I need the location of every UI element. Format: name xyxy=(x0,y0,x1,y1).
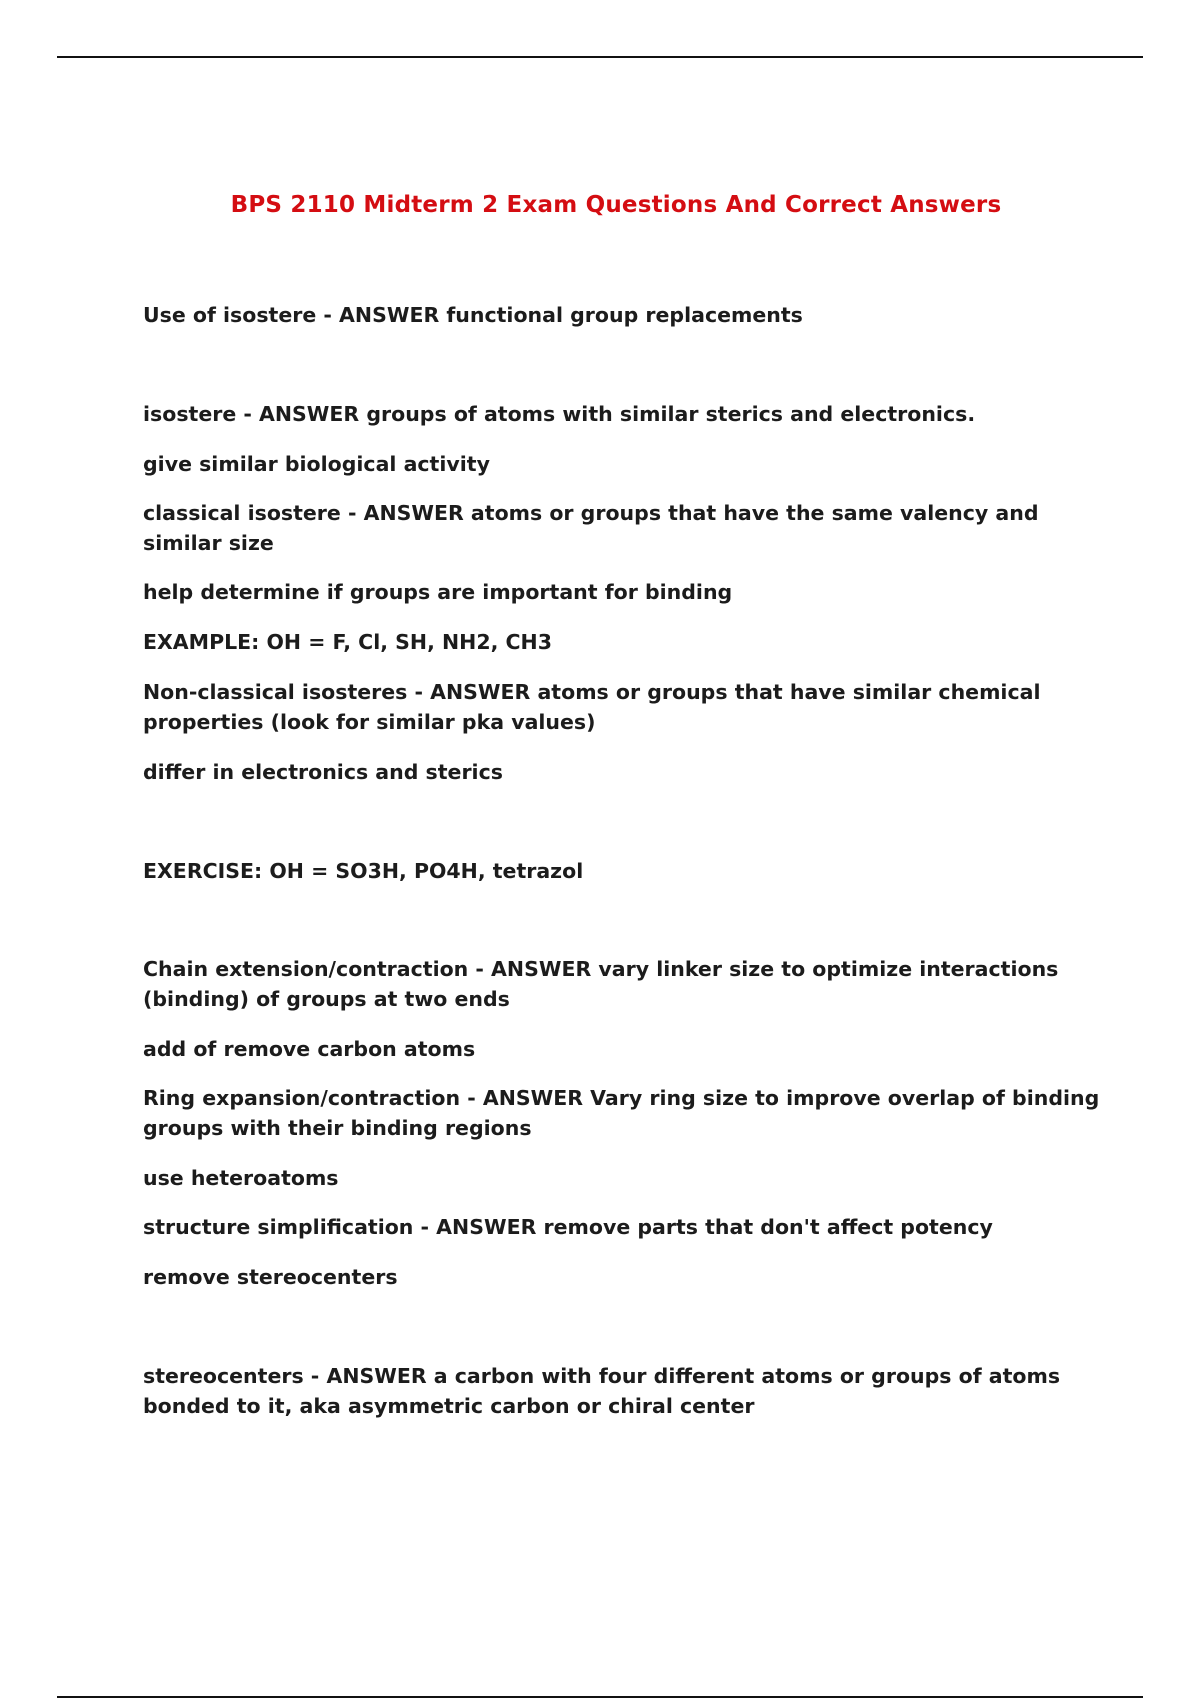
paragraph-heteroatoms: use heteroatoms xyxy=(143,1166,339,1190)
paragraph-carbon-atoms: add of remove carbon atoms xyxy=(143,1037,476,1061)
paragraph-non-classical-isosteres: Non-classical isosteres - ANSWER atoms or groups that have similar chemical properties (look for similar pka values) xyxy=(143,680,1041,734)
paragraph-similar-activity: give similar biological activity xyxy=(143,452,490,476)
paragraph-exercise: EXERCISE: OH = SO3H, PO4H, tetrazol xyxy=(143,859,584,883)
paragraph-differ: differ in electronics and sterics xyxy=(143,760,503,784)
paragraph-ring-expansion: Ring expansion/contraction - ANSWER Vary ring size to improve overlap of binding groups with their binding regions xyxy=(143,1086,1100,1140)
paragraph-stereocenters: stereocenters - ANSWER a carbon with four different atoms or groups of atoms bonded to it, aka asymmetric carbon or chiral center xyxy=(143,1364,1061,1418)
paragraph-classical-isostere: classical isostere - ANSWER atoms or groups that have the same valency and similar size xyxy=(143,501,1039,555)
paragraph-example: EXAMPLE: OH = F, Cl, SH, NH2, CH3 xyxy=(143,630,552,654)
paragraph-structure-simplification: structure simplification - ANSWER remove parts that don't affect potency xyxy=(143,1215,993,1239)
paragraph-remove-stereocenters: remove stereocenters xyxy=(143,1265,398,1289)
paragraph-binding-groups: help determine if groups are important for binding xyxy=(143,580,733,604)
bottom-rule xyxy=(57,1696,1143,1698)
paragraph-isostere: isostere - ANSWER groups of atoms with similar sterics and electronics. xyxy=(143,402,976,426)
document-title: BPS 2110 Midterm 2 Exam Questions And Correct Answers xyxy=(230,192,1002,218)
top-rule xyxy=(57,56,1143,58)
paragraph-chain-extension: Chain extension/contraction - ANSWER vary linker size to optimize interactions (binding) of groups at two ends xyxy=(143,957,1059,1011)
paragraph-use-of-isostere: Use of isostere - ANSWER functional group replacements xyxy=(143,303,803,327)
